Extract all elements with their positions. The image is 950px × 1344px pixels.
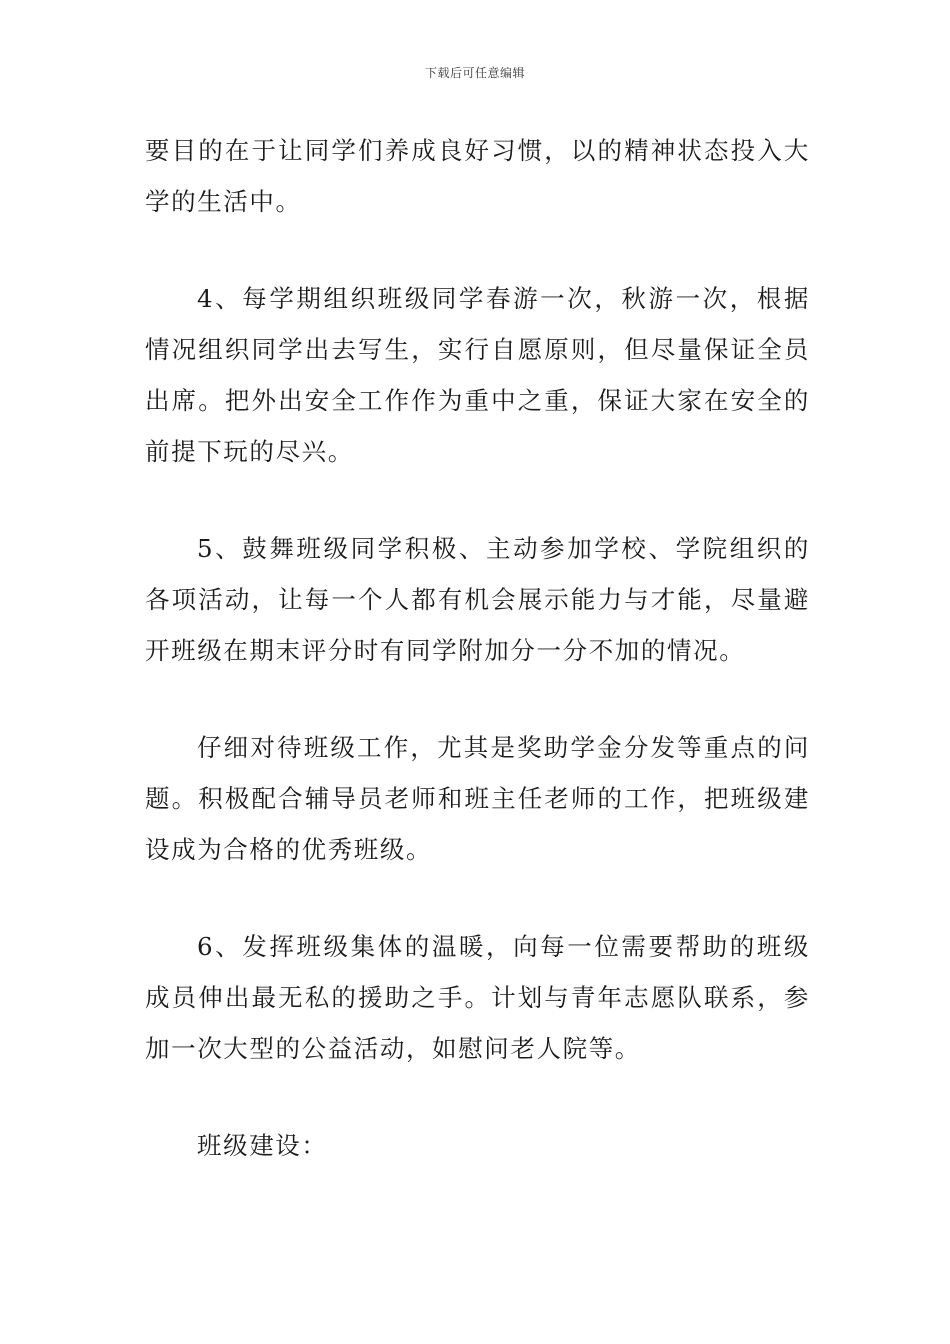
page-header: 下载后可任意编辑 — [424, 66, 525, 80]
paragraph-gap — [145, 676, 810, 722]
paragraph-gap — [145, 477, 810, 523]
section-heading: 班级建设： — [197, 1131, 328, 1160]
paragraph-gap — [145, 1074, 810, 1120]
paragraph-4: 仔细对待班级工作，尤其是奖助学金分发等重点的问题。积极配合辅导员老师和班主任老师的工作，把班级建设成为合格的优秀班级。 — [145, 733, 810, 864]
paragraph-gap — [145, 227, 810, 273]
paragraph-5: 6、发挥班级集体的温暖，向每一位需要帮助的班级成员伸出最无私的援助之手。计划与青年志愿队联系，参加一次大型的公益活动，如慰问老人院等。 — [145, 932, 810, 1063]
document-body — [145, 125, 810, 1171]
paragraph-3: 5、鼓舞班级同学积极、主动参加学校、学院组织的各项活动，让每一个人都有机会展示能力与才能，尽量避开班级在期末评分时有同学附加分一分不加的情况。 — [145, 534, 810, 665]
paragraph-2: 4、每学期组织班级同学春游一次，秋游一次，根据情况组织同学出去写生，实行自愿原则，但尽量保证全员出席。把外出安全工作作为重中之重，保证大家在安全的前提下玩的尽兴。 — [145, 284, 810, 466]
paragraph-gap — [145, 875, 810, 921]
paragraph-1: 要目的在于让同学们养成良好习惯，以的精神状态投入大学的生活中。 — [145, 136, 810, 216]
